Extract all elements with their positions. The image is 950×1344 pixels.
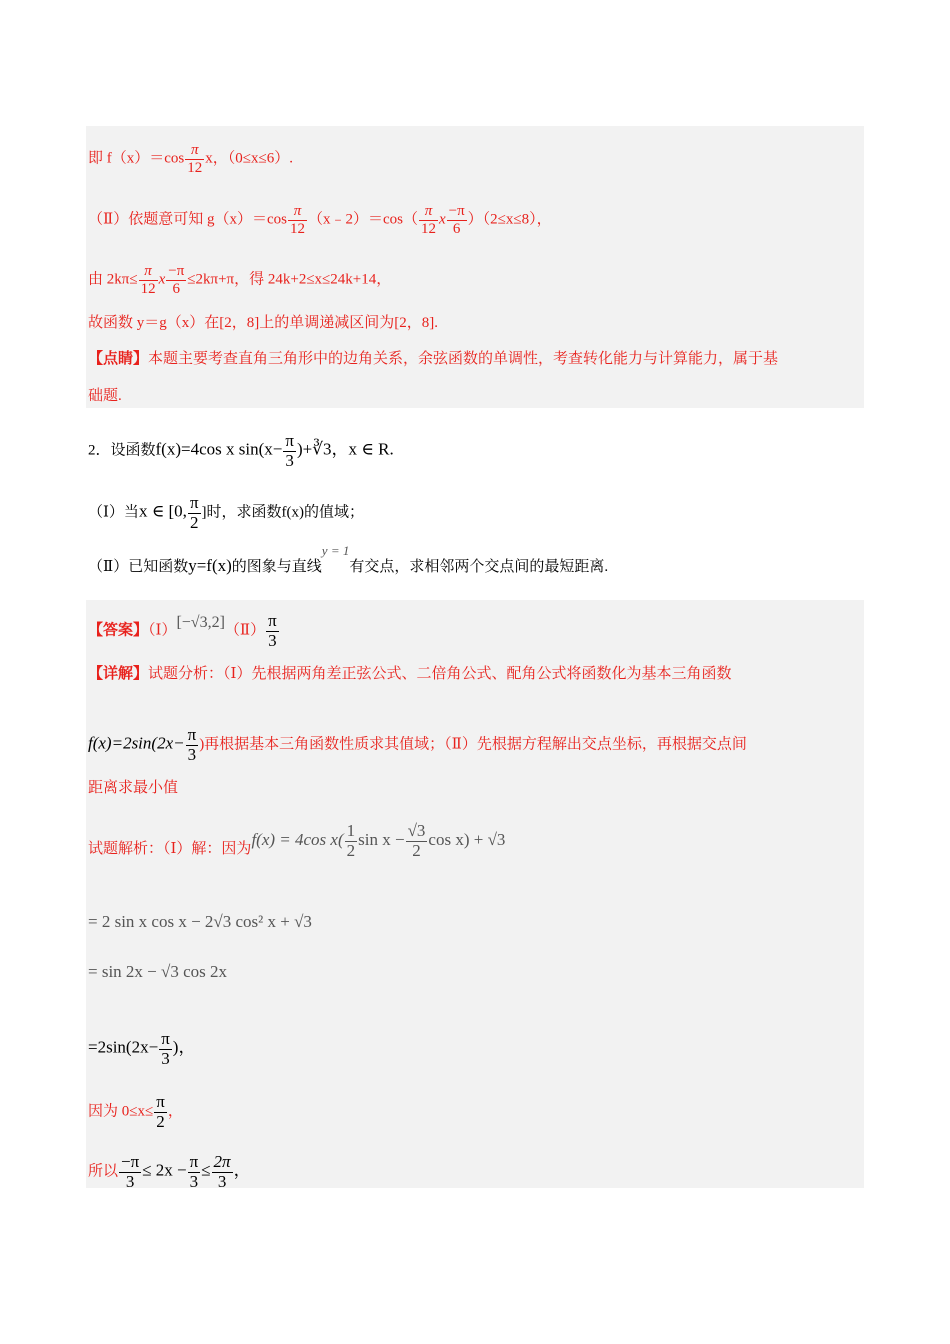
math-expression: )+∛3，x ∈ R. [296, 439, 394, 459]
denominator: 2 [156, 1111, 165, 1131]
numerator: π [189, 1152, 199, 1171]
numerator: π [187, 725, 197, 744]
text: 有交点，求相邻两个交点间的最短距离. [349, 559, 609, 575]
explain-line-5: = 2 sin x cos x − 2√3 cos² x + √3 [88, 912, 312, 931]
fraction [345, 822, 358, 860]
math-expression: x ∈ [0, [138, 501, 187, 521]
text: 所以 [88, 1163, 119, 1180]
denominator: 12 [289, 220, 305, 237]
text: ， [167, 1103, 183, 1120]
numerator: √3 [407, 821, 426, 840]
explain-line-6: = sin 2x − √3 cos 2x [88, 962, 228, 981]
fraction [188, 1153, 201, 1191]
math-expression: ， [233, 1160, 251, 1180]
explain-line-9 [88, 1153, 251, 1191]
text: 试题解析：（Ⅰ）解：因为 [88, 841, 252, 858]
text: x [438, 211, 446, 228]
answer-label: 【答案】 [88, 622, 149, 639]
answer-line [88, 612, 280, 650]
fraction [406, 822, 428, 860]
math-expression: f(x)=2sin(2x− [88, 733, 185, 753]
numerator: 2π [213, 1152, 231, 1171]
text: ）（2≤x≤8）， [467, 211, 552, 228]
numerator: −π [448, 203, 465, 219]
denominator: 3 [161, 1048, 170, 1068]
denominator: 3 [189, 1171, 199, 1191]
numerator: π [419, 203, 438, 221]
question-2-part-2 [88, 543, 609, 577]
fraction [188, 494, 201, 532]
numerator: π [139, 263, 158, 281]
solution-line-4: 故函数 y＝g（x）在[2，8]上的单调递减区间为[2，8]. [88, 315, 438, 331]
math-expression: ≤ [201, 1160, 211, 1180]
denominator: 12 [187, 159, 203, 176]
fraction [119, 1153, 141, 1191]
math-expression: y=f(x) [188, 556, 232, 575]
text: x [158, 271, 166, 288]
text: （Ⅰ）当 [88, 504, 139, 521]
denominator: 6 [172, 280, 180, 297]
shaded-block-answer-2 [86, 600, 864, 1188]
explain-line-4 [88, 821, 506, 868]
math-expression: )， [172, 1037, 196, 1057]
numerator: π [285, 431, 294, 450]
denominator: 3 [268, 630, 277, 650]
question-2-part-1 [88, 494, 364, 532]
text: )再根据基本三角函数性质求其值域；（Ⅱ）先根据方程解出交点坐标，再根据交点间 [199, 736, 747, 753]
text: （Ⅱ） [224, 622, 266, 639]
fraction [139, 263, 158, 297]
denominator: 3 [217, 1171, 227, 1191]
text: ]时，求函数f(x)的值域； [201, 504, 365, 521]
question-2-stem [88, 432, 394, 470]
fraction [212, 1153, 233, 1191]
denominator: 2 [346, 840, 356, 860]
denominator: 3 [187, 744, 197, 764]
denominator: 3 [125, 1171, 135, 1191]
fraction [447, 203, 467, 237]
numerator: π [156, 1092, 165, 1111]
math-expression: ≤ 2x − [142, 1160, 187, 1180]
numerator: 1 [346, 821, 356, 840]
denominator: 3 [285, 450, 294, 470]
text: 由 2kπ≤ [88, 271, 138, 288]
comment-label: 【点睛】 [88, 351, 149, 367]
numerator: π [288, 203, 307, 221]
text: 即 [88, 150, 107, 167]
text: x，（0≤x≤6）. [205, 150, 293, 167]
denominator: 6 [452, 220, 461, 237]
fraction [186, 726, 199, 764]
comment-line-2: 础题. [88, 388, 122, 404]
fraction [419, 203, 438, 237]
text: （Ⅰ） [148, 622, 177, 639]
numerator: π [161, 1029, 170, 1048]
text: f（x）＝cos [106, 150, 185, 167]
question-number: 2．设函数 [88, 442, 156, 459]
fraction [159, 1030, 172, 1068]
comment-text: 本题主要考查直角三角形中的边角关系，余弦函数的单调性，考查转化能力与计算能力，属于基 [148, 351, 779, 367]
explain-line-2 [88, 726, 747, 764]
fraction [288, 203, 307, 237]
math-expression: =2sin(2x− [88, 1037, 159, 1057]
fraction [154, 1093, 167, 1131]
numerator: −π [121, 1152, 140, 1171]
text: （x﹣2）＝cos（ [307, 211, 418, 228]
math-image [251, 821, 506, 860]
text: ≤2kπ+π，得 24k+2≤x≤24k+14， [187, 271, 392, 288]
answer-range: [−√3,2] [176, 613, 225, 631]
explain-line-7 [88, 1030, 195, 1068]
fraction [166, 263, 186, 297]
numerator: π [189, 493, 199, 512]
explain-line-1 [88, 664, 731, 684]
explain-line-8 [88, 1093, 183, 1131]
solution-line-3 [88, 263, 391, 297]
numerator: π [185, 142, 204, 160]
numerator: −π [168, 263, 185, 279]
comment-line-1 [88, 349, 778, 369]
text: sin x − [358, 830, 405, 850]
denominator: 2 [189, 512, 199, 532]
denominator: 12 [420, 220, 436, 237]
text: 试题分析：（Ⅰ）先根据两角差正弦公式、二倍角公式、配角公式将函数化为基本三角函数 [148, 666, 732, 682]
fraction [283, 432, 296, 470]
text: （Ⅱ）已知函数 [88, 559, 189, 575]
fraction [185, 142, 204, 176]
solution-line-2 [88, 203, 552, 237]
text: cos x) + √3 [428, 830, 506, 850]
text: 因为 0≤x≤ [88, 1103, 154, 1120]
math-expression: f(x)=4cos x sin(x− [155, 439, 283, 459]
solution-line-1 [88, 142, 293, 176]
math-image-line: y = 1 [321, 543, 350, 558]
explain-line-3: 距离求最小值 [88, 780, 179, 796]
denominator: 12 [140, 280, 156, 297]
text: （Ⅱ）依题意可知 g（x）＝cos [88, 211, 287, 228]
text: f(x) = 4cos x( [251, 830, 344, 850]
denominator: 2 [412, 840, 421, 860]
fraction [266, 612, 279, 650]
text: 的图象与直线 [231, 559, 322, 575]
numerator: π [268, 611, 277, 630]
explain-label: 【详解】 [88, 666, 149, 682]
